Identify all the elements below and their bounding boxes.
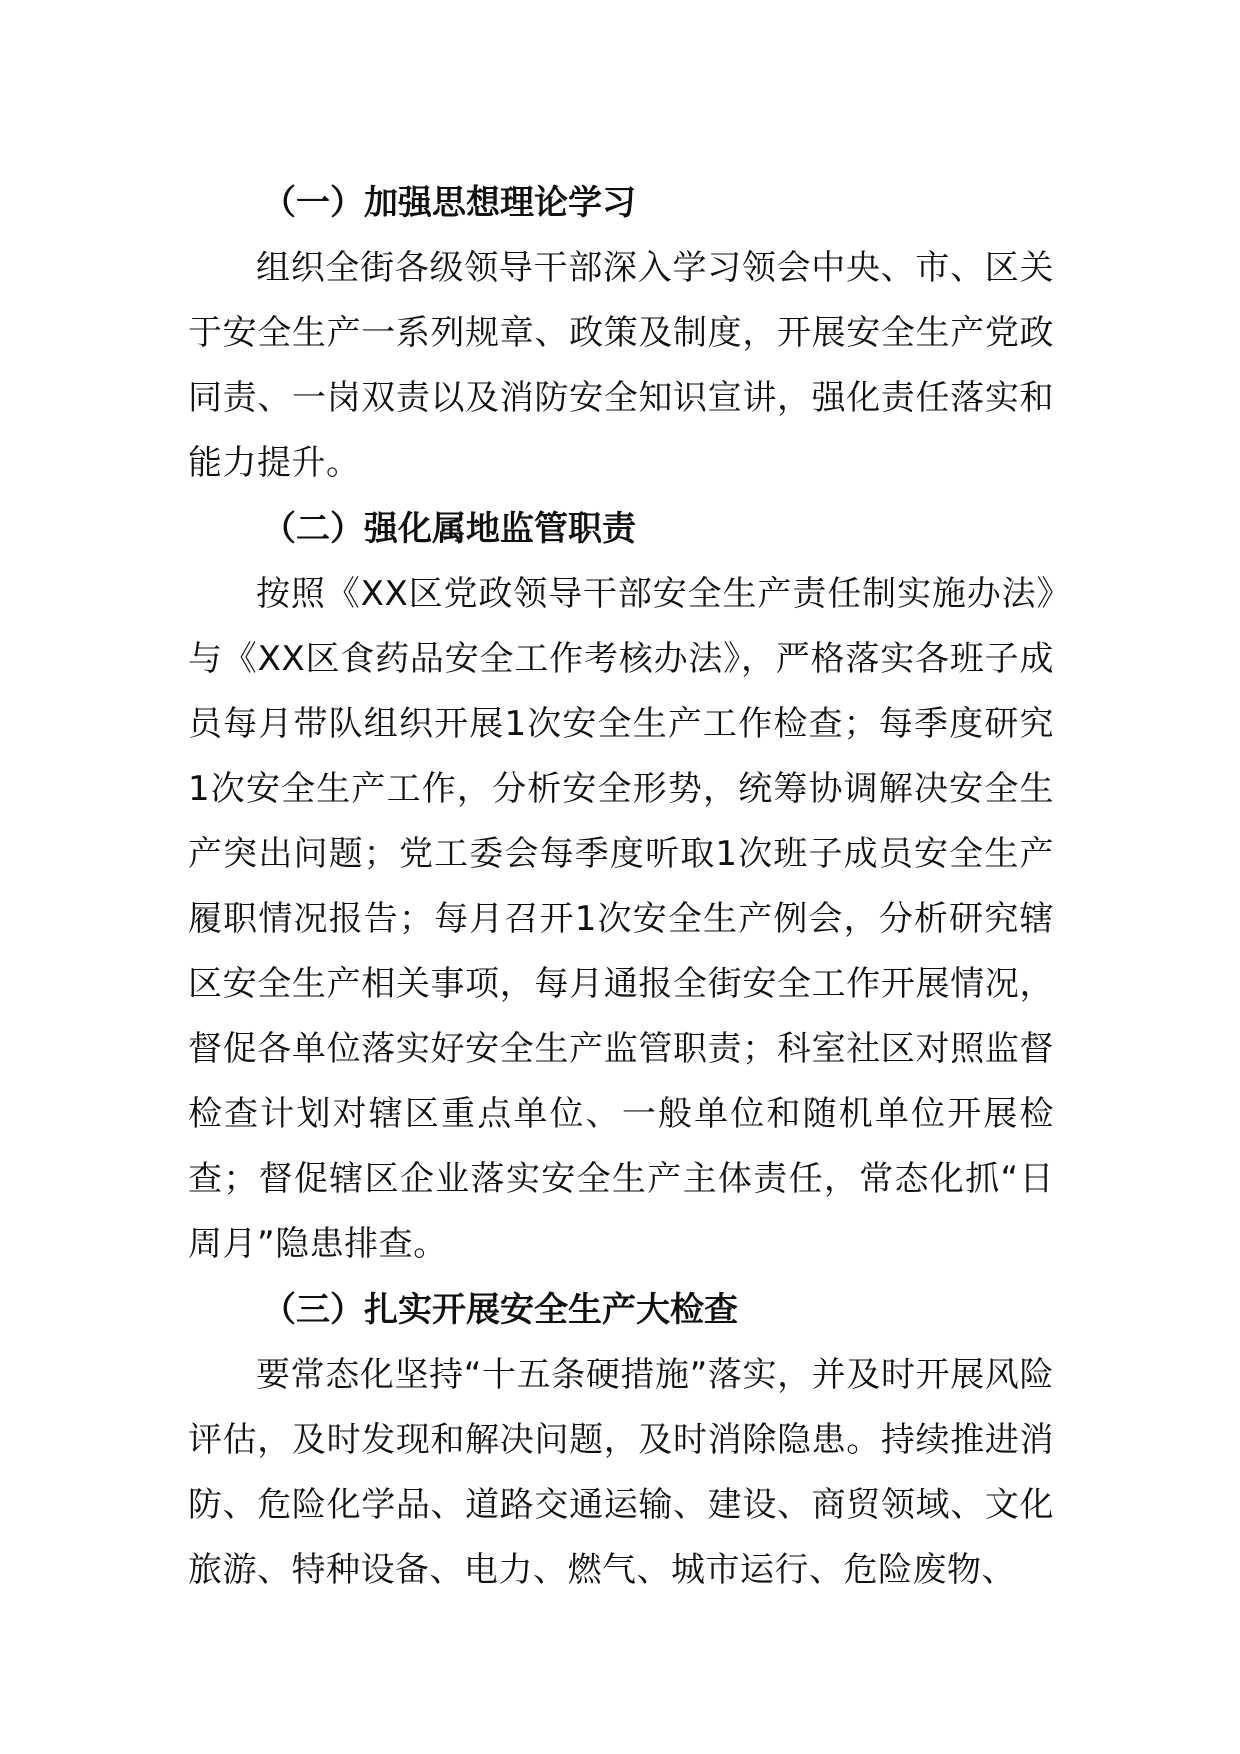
section-3 xyxy=(188,1277,1054,1603)
section-paragraph: 组织全街各级领导干部深入学习领会中央、市、区关于安全生产一系列规章、政策及制度，开展安全生产党政同责、一岗双责以及消防安全知识宣讲，强化责任落实和能力提升。 xyxy=(188,248,1054,483)
section-1 xyxy=(188,170,1054,496)
document-page xyxy=(188,170,1054,1603)
section-heading: （三）扎实开展安全生产大检查 xyxy=(262,1290,738,1330)
section-heading: （二）强化属地监管职责 xyxy=(262,509,636,549)
section-paragraph: 按照《XX区党政领导干部安全生产责任制实施办法》与《XX区食药品安全工作考核办法》，严格落实各班子成员每月带队组织开展1次安全生产工作检查；每季度研究1次安全生产工作，分析安全形势，统筹协调解决安全生产突出问题；党工委会每季度听取1次班子成员安全生产履职情况报告；每月召开1次安全生产例会，分析研究辖区安全生产相关事项，每月通报全街安全工作开展情况，督促各单位落实好安全生产监管职责；科室社区对照监督检查计划对辖区重点单位、一般单位和随机单位开展检查；督促辖区企业落实安全生产主体责任，常态化抓“日周月”隐患排查。 xyxy=(188,574,1054,1264)
section-paragraph: 要常态化坚持“十五条硬措施”落实，并及时开展风险评估，及时发现和解决问题，及时消除隐患。持续推进消防、危险化学品、道路交通运输、建设、商贸领域、文化旅游、特种设备、电力、燃气、城市运行、危险废物、 xyxy=(188,1355,1054,1590)
section-2 xyxy=(188,496,1054,1277)
section-heading: （一）加强思想理论学习 xyxy=(262,183,636,223)
